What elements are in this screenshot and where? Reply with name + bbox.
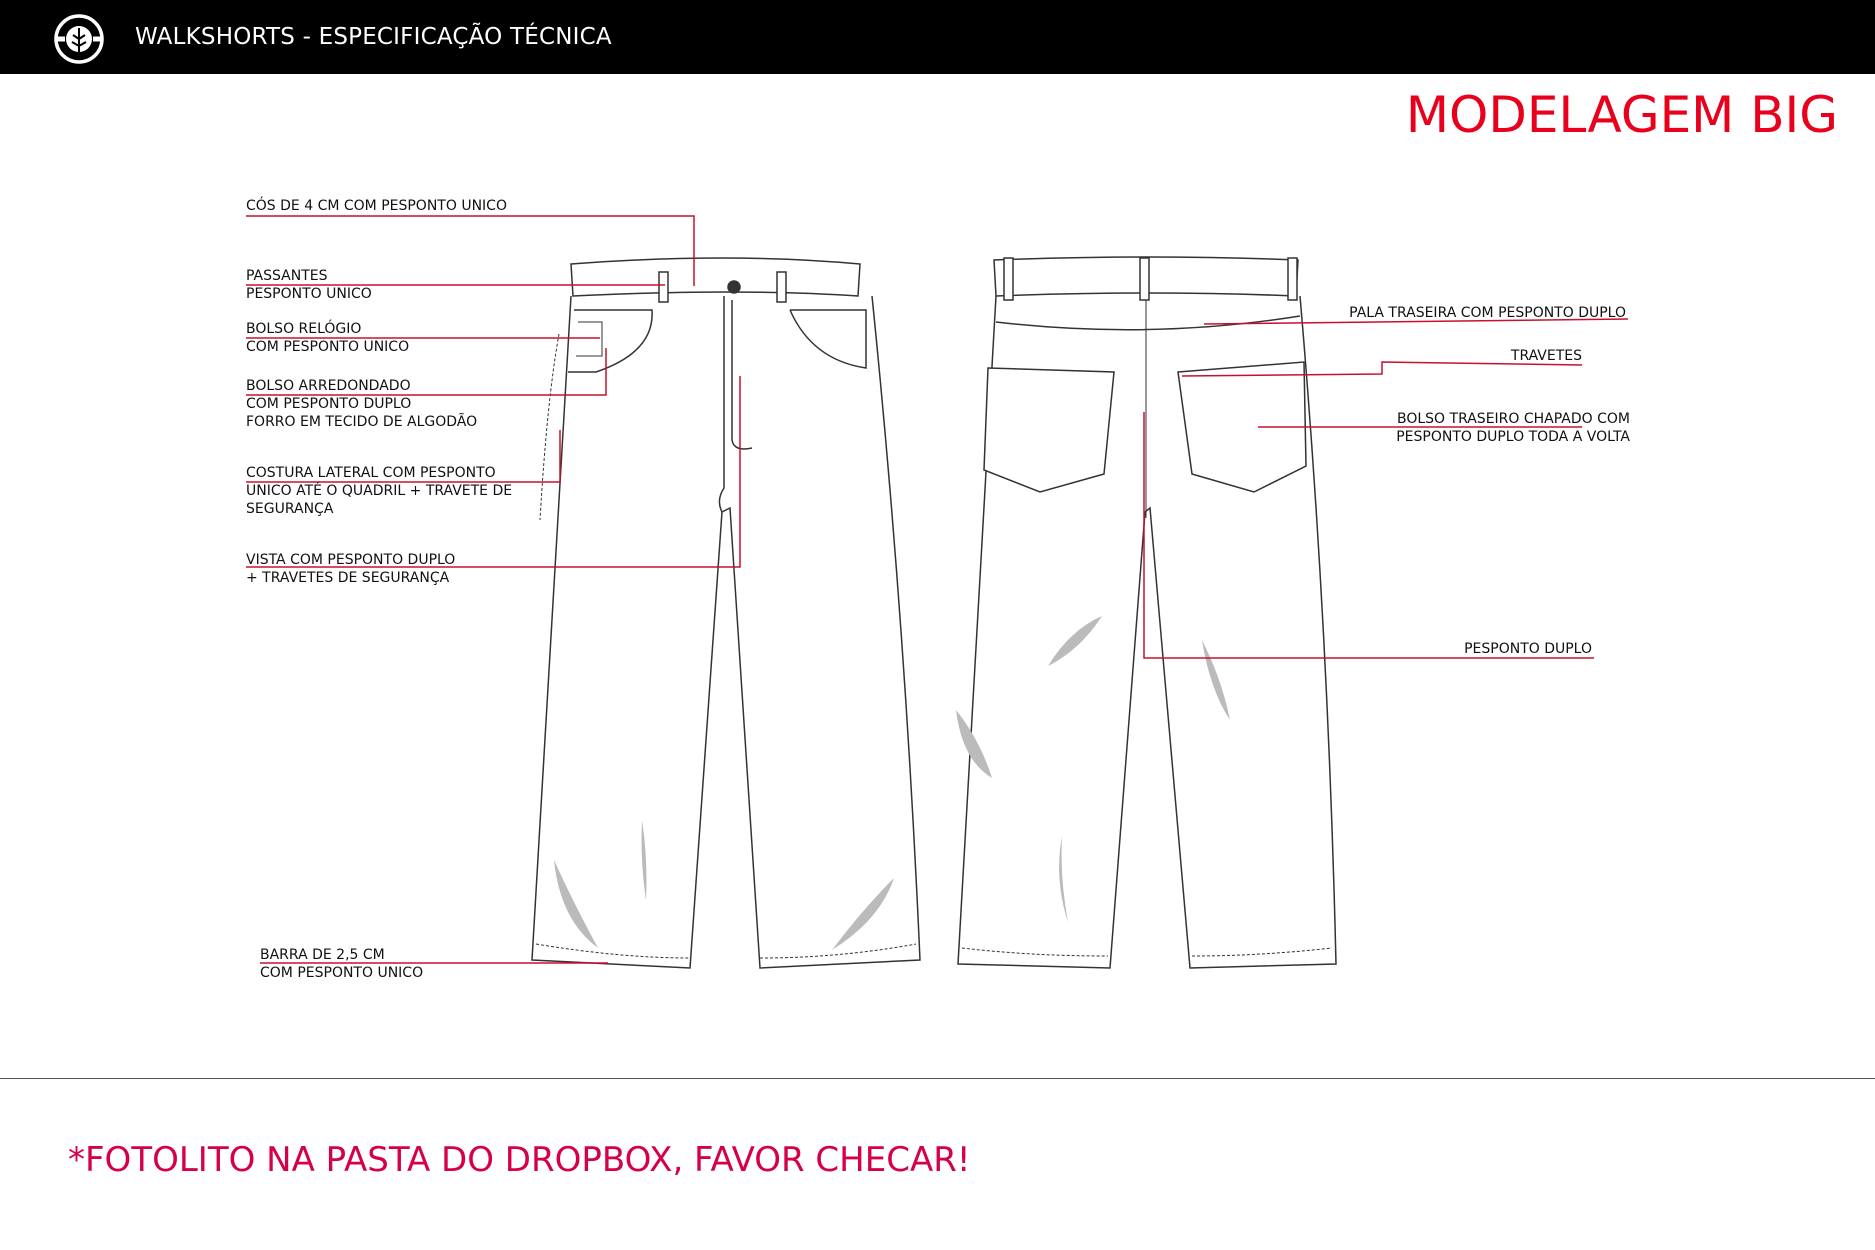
label-watch-pocket: BOLSO RELÓGIO COM PESPONTO UNICO (246, 321, 410, 355)
front-view-drawing (532, 258, 920, 968)
label-yoke: PALA TRASEIRA COM PESPONTO DUPLO (1349, 305, 1626, 321)
footer-note: *FOTOLITO NA PASTA DO DROPBOX, FAVOR CHECAR! (68, 1140, 971, 1180)
label-round-pocket: BOLSO ARREDONDADO COM PESPONTO DUPLO FORRO EM TECIDO DE ALGODÃO (246, 378, 478, 430)
model-title: MODELAGEM BIG (1405, 86, 1838, 144)
footer-divider (0, 1078, 1875, 1079)
label-fly: VISTA COM PESPONTO DUPLO + TRAVETES DE SEGURANÇA (246, 552, 456, 586)
document-title: WALKSHORTS - ESPECIFICAÇÃO TÉCNICA (135, 24, 612, 50)
label-double-stitch: PESPONTO DUPLO (1464, 641, 1592, 657)
callout-leader-lines (246, 216, 1628, 963)
label-side-seam: COSTURA LATERAL COM PESPONTO UNICO ATÉ O QUADRIL + TRAVETE DE SEGURANÇA (246, 465, 513, 517)
back-view-drawing (956, 257, 1336, 968)
label-belt-loops: PASSANTES PESPONTO UNICO (246, 268, 372, 302)
label-bartacks: TRAVETES (1510, 348, 1582, 364)
label-back-pocket: BOLSO TRASEIRO CHAPADO COM PESPONTO DUPLO TODA A VOLTA (1396, 411, 1630, 445)
label-hem: BARRA DE 2,5 CM COM PESPONTO UNICO (260, 947, 424, 981)
label-waistband: CÓS DE 4 CM COM PESPONTO UNICO (246, 198, 507, 214)
